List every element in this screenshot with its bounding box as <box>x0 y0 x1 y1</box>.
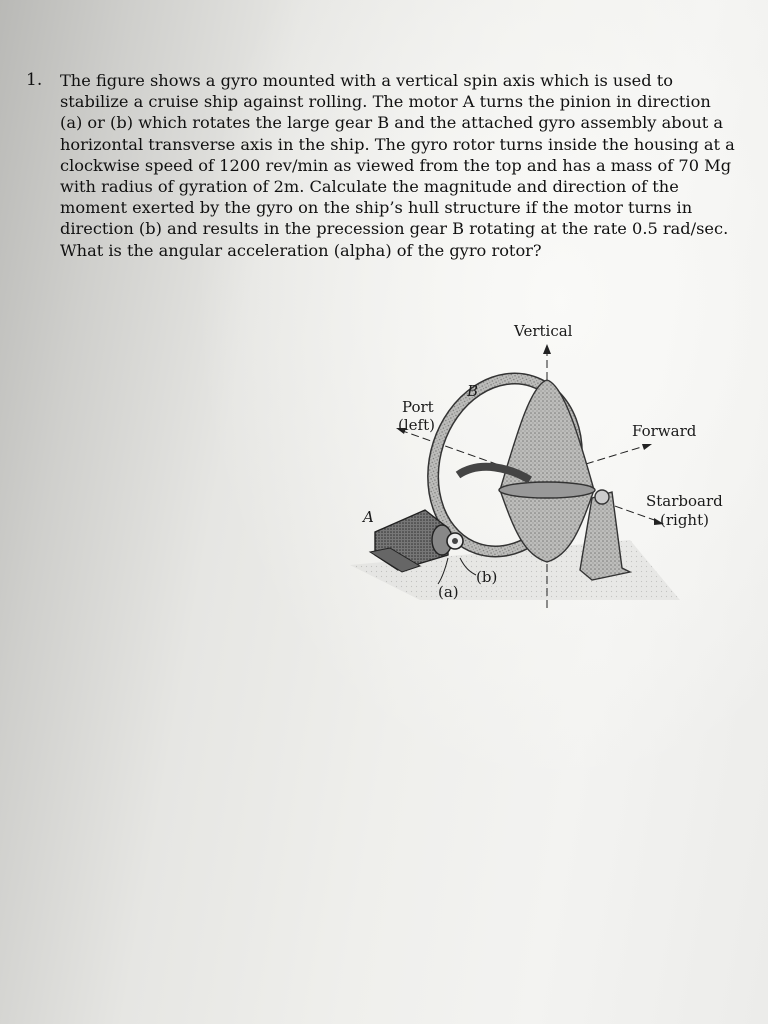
starboard-label: Starboard <box>646 492 723 510</box>
gyro-figure <box>330 300 750 620</box>
question-number: 1. <box>26 70 43 90</box>
forward-label: Forward <box>632 422 697 440</box>
direction-b-label: (b) <box>476 568 498 586</box>
bearing-cap <box>595 490 609 504</box>
port-left-label: (left) <box>398 416 435 434</box>
forward-arrow-icon <box>642 444 652 450</box>
gyro-housing-band <box>499 482 595 498</box>
starboard-right-label: (right) <box>660 511 709 529</box>
gyro-illustration <box>330 300 750 620</box>
motor-a-label: A <box>363 508 374 526</box>
question-text: The figure shows a gyro mounted with a vertical spin axis which is used to stabilize a cruise ship against rolling. The motor A turns the pinion in direction (a) or (b) which rotates the large gear B and the attached gyro assembly about a horizontal transverse axis in the ship. The gyro rotor turns inside the housing at a clockwise speed of 1200 rev/min as viewed from the top and has a mass of 70 Mg with radius of gyration of 2m. Calculate the magnitude and direction of the moment exerted by the gyro on the ship’s hull structure if the motor turns in direction (b) and results in the precession gear B rotating at the rate 0.5 rad/sec. What is the angular acceleration (alpha) of the gyro rotor? <box>60 71 735 260</box>
direction-a-label: (a) <box>438 583 459 601</box>
vertical-arrow-icon <box>543 344 551 354</box>
gear-b-label: B <box>467 382 479 400</box>
pinion-hub <box>452 538 458 544</box>
vertical-label: Vertical <box>514 322 573 340</box>
port-label: Port <box>402 398 434 416</box>
